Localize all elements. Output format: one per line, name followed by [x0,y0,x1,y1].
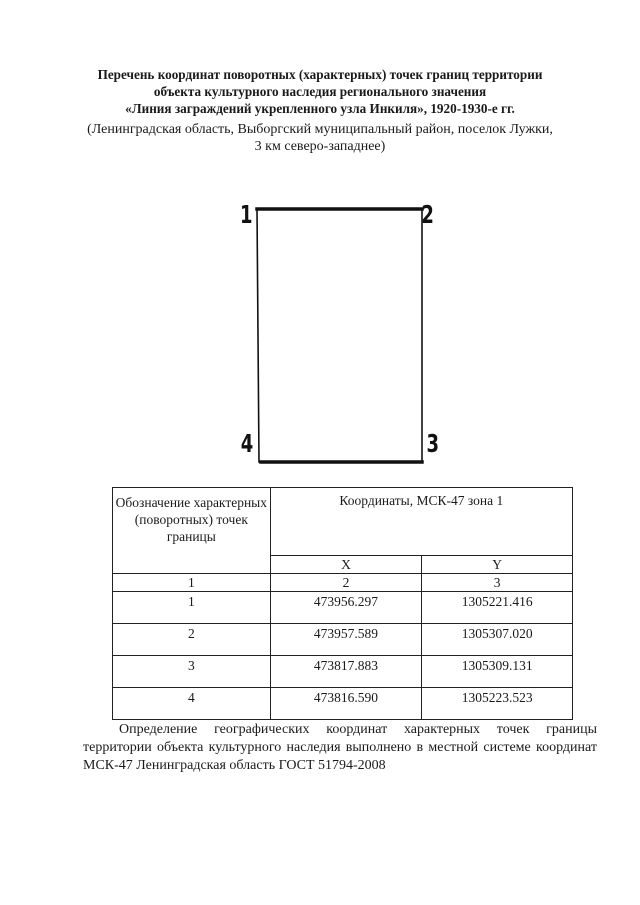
point-number: 4 [113,688,271,720]
document-title [60,66,580,117]
table-row [113,624,573,656]
point-number: 3 [113,656,271,688]
point-label-2: 2 [421,201,434,230]
x-column-header: X [270,556,422,574]
point-label-3: 3 [426,430,440,459]
coordinates-header: Координаты, МСК-47 зона 1 [270,488,572,556]
subtitle-line: (Ленинградская область, Выборгский муниципальный район, поселок Лужки, [87,122,553,137]
y-coordinate: 1305309.131 [422,656,573,688]
title-line: объекта культурного наследия регионального значения [153,84,487,99]
boundary-diagram [240,190,450,480]
table-row [113,592,573,624]
subtitle-line: 3 км северо-западнее) [254,139,386,154]
point-label-1: 1 [240,201,253,230]
column-number: 2 [270,574,422,592]
x-coordinate: 473816.590 [270,688,422,720]
point-number: 1 [113,592,271,624]
column-number: 3 [422,574,573,592]
footnote-paragraph: Определение географических координат характерных точек границы территории объекта культурного наследия выполнено в местной системе координат МСК-47 Ленинградская область ГОСТ 51794-2008 [83,722,597,773]
x-coordinate: 473817.883 [270,656,422,688]
column-number: 1 [113,574,271,592]
table-row [113,688,573,720]
x-coordinate: 473957.589 [270,624,422,656]
title-line: «Линия заграждений укрепленного узла Инкиля», 1920-1930-е гг. [125,101,515,116]
y-column-header: Y [422,556,573,574]
table-row [113,656,573,688]
point-designation-header: Обозначение характерных (поворотных) точек границы [113,488,271,574]
point-label-4: 4 [240,430,254,459]
point-number: 2 [113,624,271,656]
x-coordinate: 473956.297 [270,592,422,624]
document-subtitle [60,121,580,155]
title-line: Перечень координат поворотных (характерных) точек границ территории [97,67,543,82]
y-coordinate: 1305223.523 [422,688,573,720]
y-coordinate: 1305221.416 [422,592,573,624]
coordinates-table [112,487,573,720]
boundary-edge-4-1 [257,209,259,462]
y-coordinate: 1305307.020 [422,624,573,656]
